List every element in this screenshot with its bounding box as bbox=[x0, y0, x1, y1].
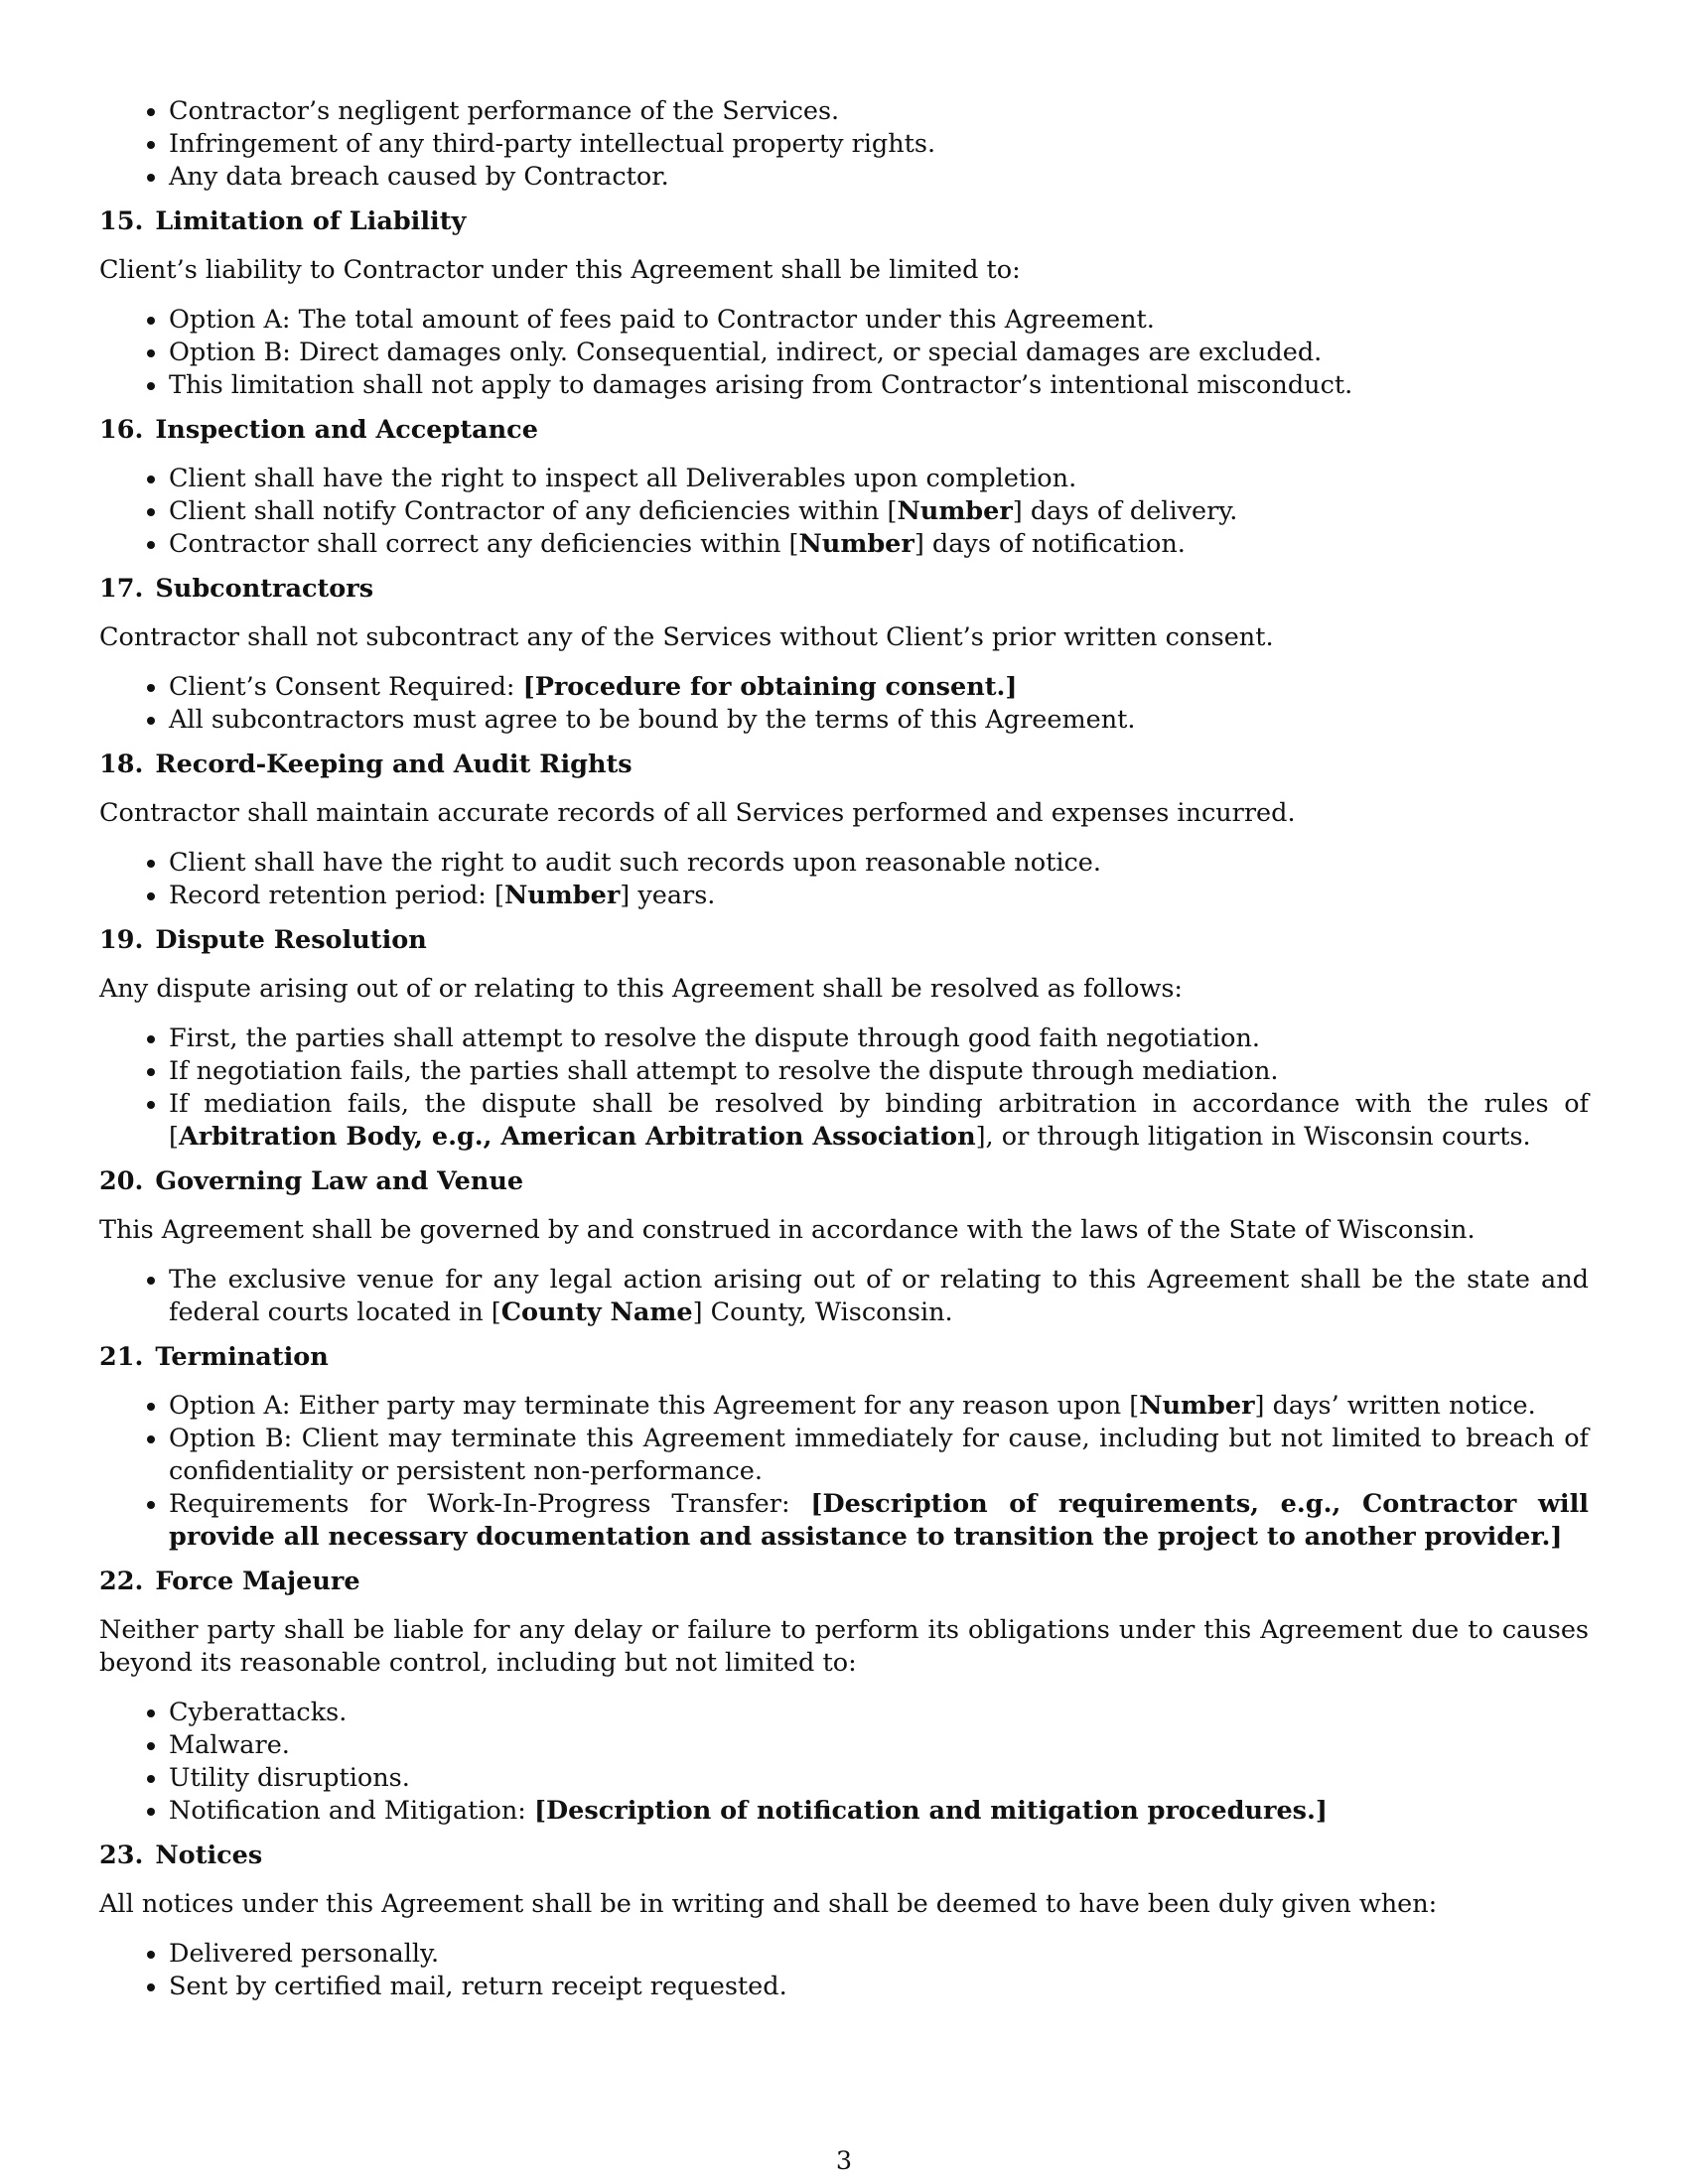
section-title: Termination bbox=[155, 1342, 329, 1372]
list-item-text: Option A: The total amount of fees paid to Contractor under this Agreement. bbox=[169, 305, 1155, 335]
list-item bbox=[169, 847, 1589, 880]
list-item-text: All subcontractors must agree to be bound by the terms of this Agreement. bbox=[169, 705, 1136, 735]
section-heading bbox=[99, 1566, 1589, 1598]
list-item-text: Option B: Client may terminate this Agreement immediately for cause, including but not limited to breach of confidentiality or persistent non-performance. bbox=[169, 1424, 1589, 1486]
list-item bbox=[169, 304, 1589, 337]
placeholder-text: [Procedure for obtaining consent.] bbox=[522, 672, 1018, 702]
section-title: Record-Keeping and Audit Rights bbox=[155, 750, 633, 779]
section-title: Limitation of Liability bbox=[155, 206, 467, 236]
section-heading bbox=[99, 749, 1589, 781]
list-item bbox=[169, 1488, 1589, 1554]
section-number: 22. bbox=[99, 1567, 144, 1596]
section-number: 23. bbox=[99, 1841, 144, 1870]
list-item: • Contractor’s negligent performance of the Services. bbox=[169, 95, 1589, 128]
document-page bbox=[99, 95, 1589, 2015]
list-item-text: Utility disruptions. bbox=[169, 1763, 410, 1793]
list-item bbox=[169, 1423, 1589, 1488]
list-item-text: Option A: Either party may terminate this Agreement for any reason upon [ bbox=[169, 1391, 1140, 1421]
list-item bbox=[169, 1088, 1589, 1154]
section-intro: Contractor shall not subcontract any of the Services without Client’s prior written consent. bbox=[99, 622, 1274, 652]
section-title: Notices bbox=[155, 1841, 263, 1870]
list-item bbox=[169, 1795, 1589, 1828]
section-intro: This Agreement shall be governed by and construed in accordance with the laws of the State of Wisconsin. bbox=[99, 1215, 1476, 1245]
bullet-list bbox=[99, 1264, 1589, 1329]
section-heading bbox=[99, 414, 1589, 447]
bullet-list bbox=[99, 1938, 1589, 2003]
section-18 bbox=[99, 749, 1589, 912]
list-item-text: ] years. bbox=[620, 881, 716, 910]
list-item-text: Notification and Mitigation: bbox=[169, 1796, 534, 1826]
list-item bbox=[169, 1023, 1589, 1055]
section-heading bbox=[99, 1840, 1589, 1872]
list-item: • Any data breach caused by Contractor. bbox=[169, 161, 1589, 194]
list-item bbox=[169, 528, 1589, 561]
list-item bbox=[169, 463, 1589, 495]
section-heading bbox=[99, 1165, 1589, 1198]
placeholder-text: Number bbox=[897, 496, 1013, 526]
section-number: 21. bbox=[99, 1342, 144, 1372]
section-number: 19. bbox=[99, 925, 144, 955]
section-heading bbox=[99, 205, 1589, 238]
section-intro: Contractor shall maintain accurate records of all Services performed and expenses incurred. bbox=[99, 798, 1296, 828]
section-15 bbox=[99, 205, 1589, 402]
sections-container bbox=[99, 205, 1589, 2003]
section-heading bbox=[99, 1341, 1589, 1374]
section-number: 17. bbox=[99, 574, 144, 604]
section-intro: Neither party shall be liable for any delay or failure to perform its obligations under this Agreement due to causes beyond its reasonable control, including but not limited to: bbox=[99, 1615, 1589, 1678]
list-item-text: Option B: Direct damages only. Consequential, indirect, or special damages are excluded. bbox=[169, 338, 1323, 367]
section-number: 15. bbox=[99, 206, 144, 236]
placeholder-text: Number bbox=[798, 529, 914, 559]
list-item-text: Client’s Consent Required: bbox=[169, 672, 523, 702]
section-title: Subcontractors bbox=[155, 574, 374, 604]
list-item bbox=[169, 369, 1589, 402]
section-intro: Any dispute arising out of or relating to this Agreement shall be resolved as follows: bbox=[99, 974, 1183, 1004]
list-item bbox=[169, 704, 1589, 737]
list-item-text: Contractor shall correct any deficiencies within [ bbox=[169, 529, 799, 559]
list-item: • Infringement of any third-party intellectual property rights. bbox=[169, 128, 1589, 161]
list-item-text: Malware. bbox=[169, 1730, 290, 1760]
list-item-text: ] County, Wisconsin. bbox=[692, 1297, 953, 1327]
list-item-text: ] days’ written notice. bbox=[1254, 1391, 1536, 1421]
placeholder-text: Arbitration Body, e.g., American Arbitration Association bbox=[178, 1122, 976, 1152]
list-item bbox=[169, 1055, 1589, 1088]
placeholder-text: [Description of notification and mitigation procedures.] bbox=[533, 1796, 1328, 1826]
page-number: 3 bbox=[835, 2146, 853, 2176]
list-item bbox=[169, 671, 1589, 704]
list-item-text: Client shall have the right to inspect all Deliverables upon completion. bbox=[169, 464, 1077, 493]
list-item-text: Cyberattacks. bbox=[169, 1698, 348, 1727]
list-item-text: Sent by certified mail, return receipt requested. bbox=[169, 1972, 787, 2001]
list-item bbox=[169, 1390, 1589, 1423]
section-heading bbox=[99, 573, 1589, 606]
section-number: 16. bbox=[99, 415, 144, 445]
list-item-text: Record retention period: [ bbox=[169, 881, 504, 910]
placeholder-text: Number bbox=[1139, 1391, 1255, 1421]
placeholder-text: Number bbox=[503, 881, 621, 910]
section-intro: Client’s liability to Contractor under this Agreement shall be limited to: bbox=[99, 255, 1021, 285]
list-item-text: The exclusive venue for any legal action arising out of or relating to this Agreement shall be the state and federal courts located in [ bbox=[169, 1265, 1589, 1327]
bullet-list bbox=[99, 671, 1589, 737]
list-item-text: ] days of notification. bbox=[914, 529, 1186, 559]
section-title: Force Majeure bbox=[155, 1567, 360, 1596]
list-item-text: Client shall have the right to audit such records upon reasonable notice. bbox=[169, 848, 1101, 878]
section-heading bbox=[99, 924, 1589, 957]
list-item-text: ], or through litigation in Wisconsin courts. bbox=[975, 1122, 1531, 1152]
bullet-list bbox=[99, 304, 1589, 402]
list-item bbox=[169, 1971, 1589, 2003]
bullet-list bbox=[99, 1023, 1589, 1154]
list-item bbox=[169, 1264, 1589, 1329]
section-20 bbox=[99, 1165, 1589, 1329]
section-title: Governing Law and Venue bbox=[155, 1166, 524, 1196]
list-item-text: This limitation shall not apply to damages arising from Contractor’s intentional misconduct. bbox=[169, 370, 1353, 400]
list-item-text: If mediation fails, the dispute shall be resolved by binding arbitration in accordance with the rules of [ bbox=[169, 1089, 1589, 1152]
list-item bbox=[169, 495, 1589, 528]
section-title: Dispute Resolution bbox=[155, 925, 427, 955]
section-number: 18. bbox=[99, 750, 144, 779]
list-item-text: If negotiation fails, the parties shall attempt to resolve the dispute through mediation. bbox=[169, 1056, 1279, 1086]
list-item-text: Requirements for Work-In-Progress Transfer: bbox=[169, 1489, 811, 1519]
bullet-list bbox=[99, 847, 1589, 912]
section-number: 20. bbox=[99, 1166, 144, 1196]
bullet-list bbox=[99, 1697, 1589, 1828]
list-item bbox=[169, 880, 1589, 912]
list-item bbox=[169, 1762, 1589, 1795]
section-22 bbox=[99, 1566, 1589, 1828]
section-16 bbox=[99, 414, 1589, 561]
list-item-text: First, the parties shall attempt to resolve the dispute through good faith negotiation. bbox=[169, 1024, 1261, 1053]
carryover-bullet-list bbox=[99, 95, 1589, 194]
list-item bbox=[169, 1729, 1589, 1762]
bullet-list bbox=[99, 463, 1589, 561]
section-intro: All notices under this Agreement shall be in writing and shall be deemed to have been duly given when: bbox=[99, 1889, 1438, 1919]
list-item-text: Delivered personally. bbox=[169, 1939, 440, 1969]
bullet-list bbox=[99, 1390, 1589, 1554]
section-17 bbox=[99, 573, 1589, 737]
list-item bbox=[169, 337, 1589, 369]
list-item-text: Client shall notify Contractor of any deficiencies within [ bbox=[169, 496, 898, 526]
list-item bbox=[169, 1938, 1589, 1971]
section-21 bbox=[99, 1341, 1589, 1554]
list-item-text: ] days of delivery. bbox=[1012, 496, 1238, 526]
section-19 bbox=[99, 924, 1589, 1154]
section-title: Inspection and Acceptance bbox=[155, 415, 538, 445]
section-23 bbox=[99, 1840, 1589, 2003]
list-item bbox=[169, 1697, 1589, 1729]
placeholder-text: [Description of requirements, e.g., Contractor will provide all necessary documentation and assistance to transition the project to another provider.] bbox=[169, 1489, 1589, 1552]
placeholder-text: County Name bbox=[500, 1297, 693, 1327]
